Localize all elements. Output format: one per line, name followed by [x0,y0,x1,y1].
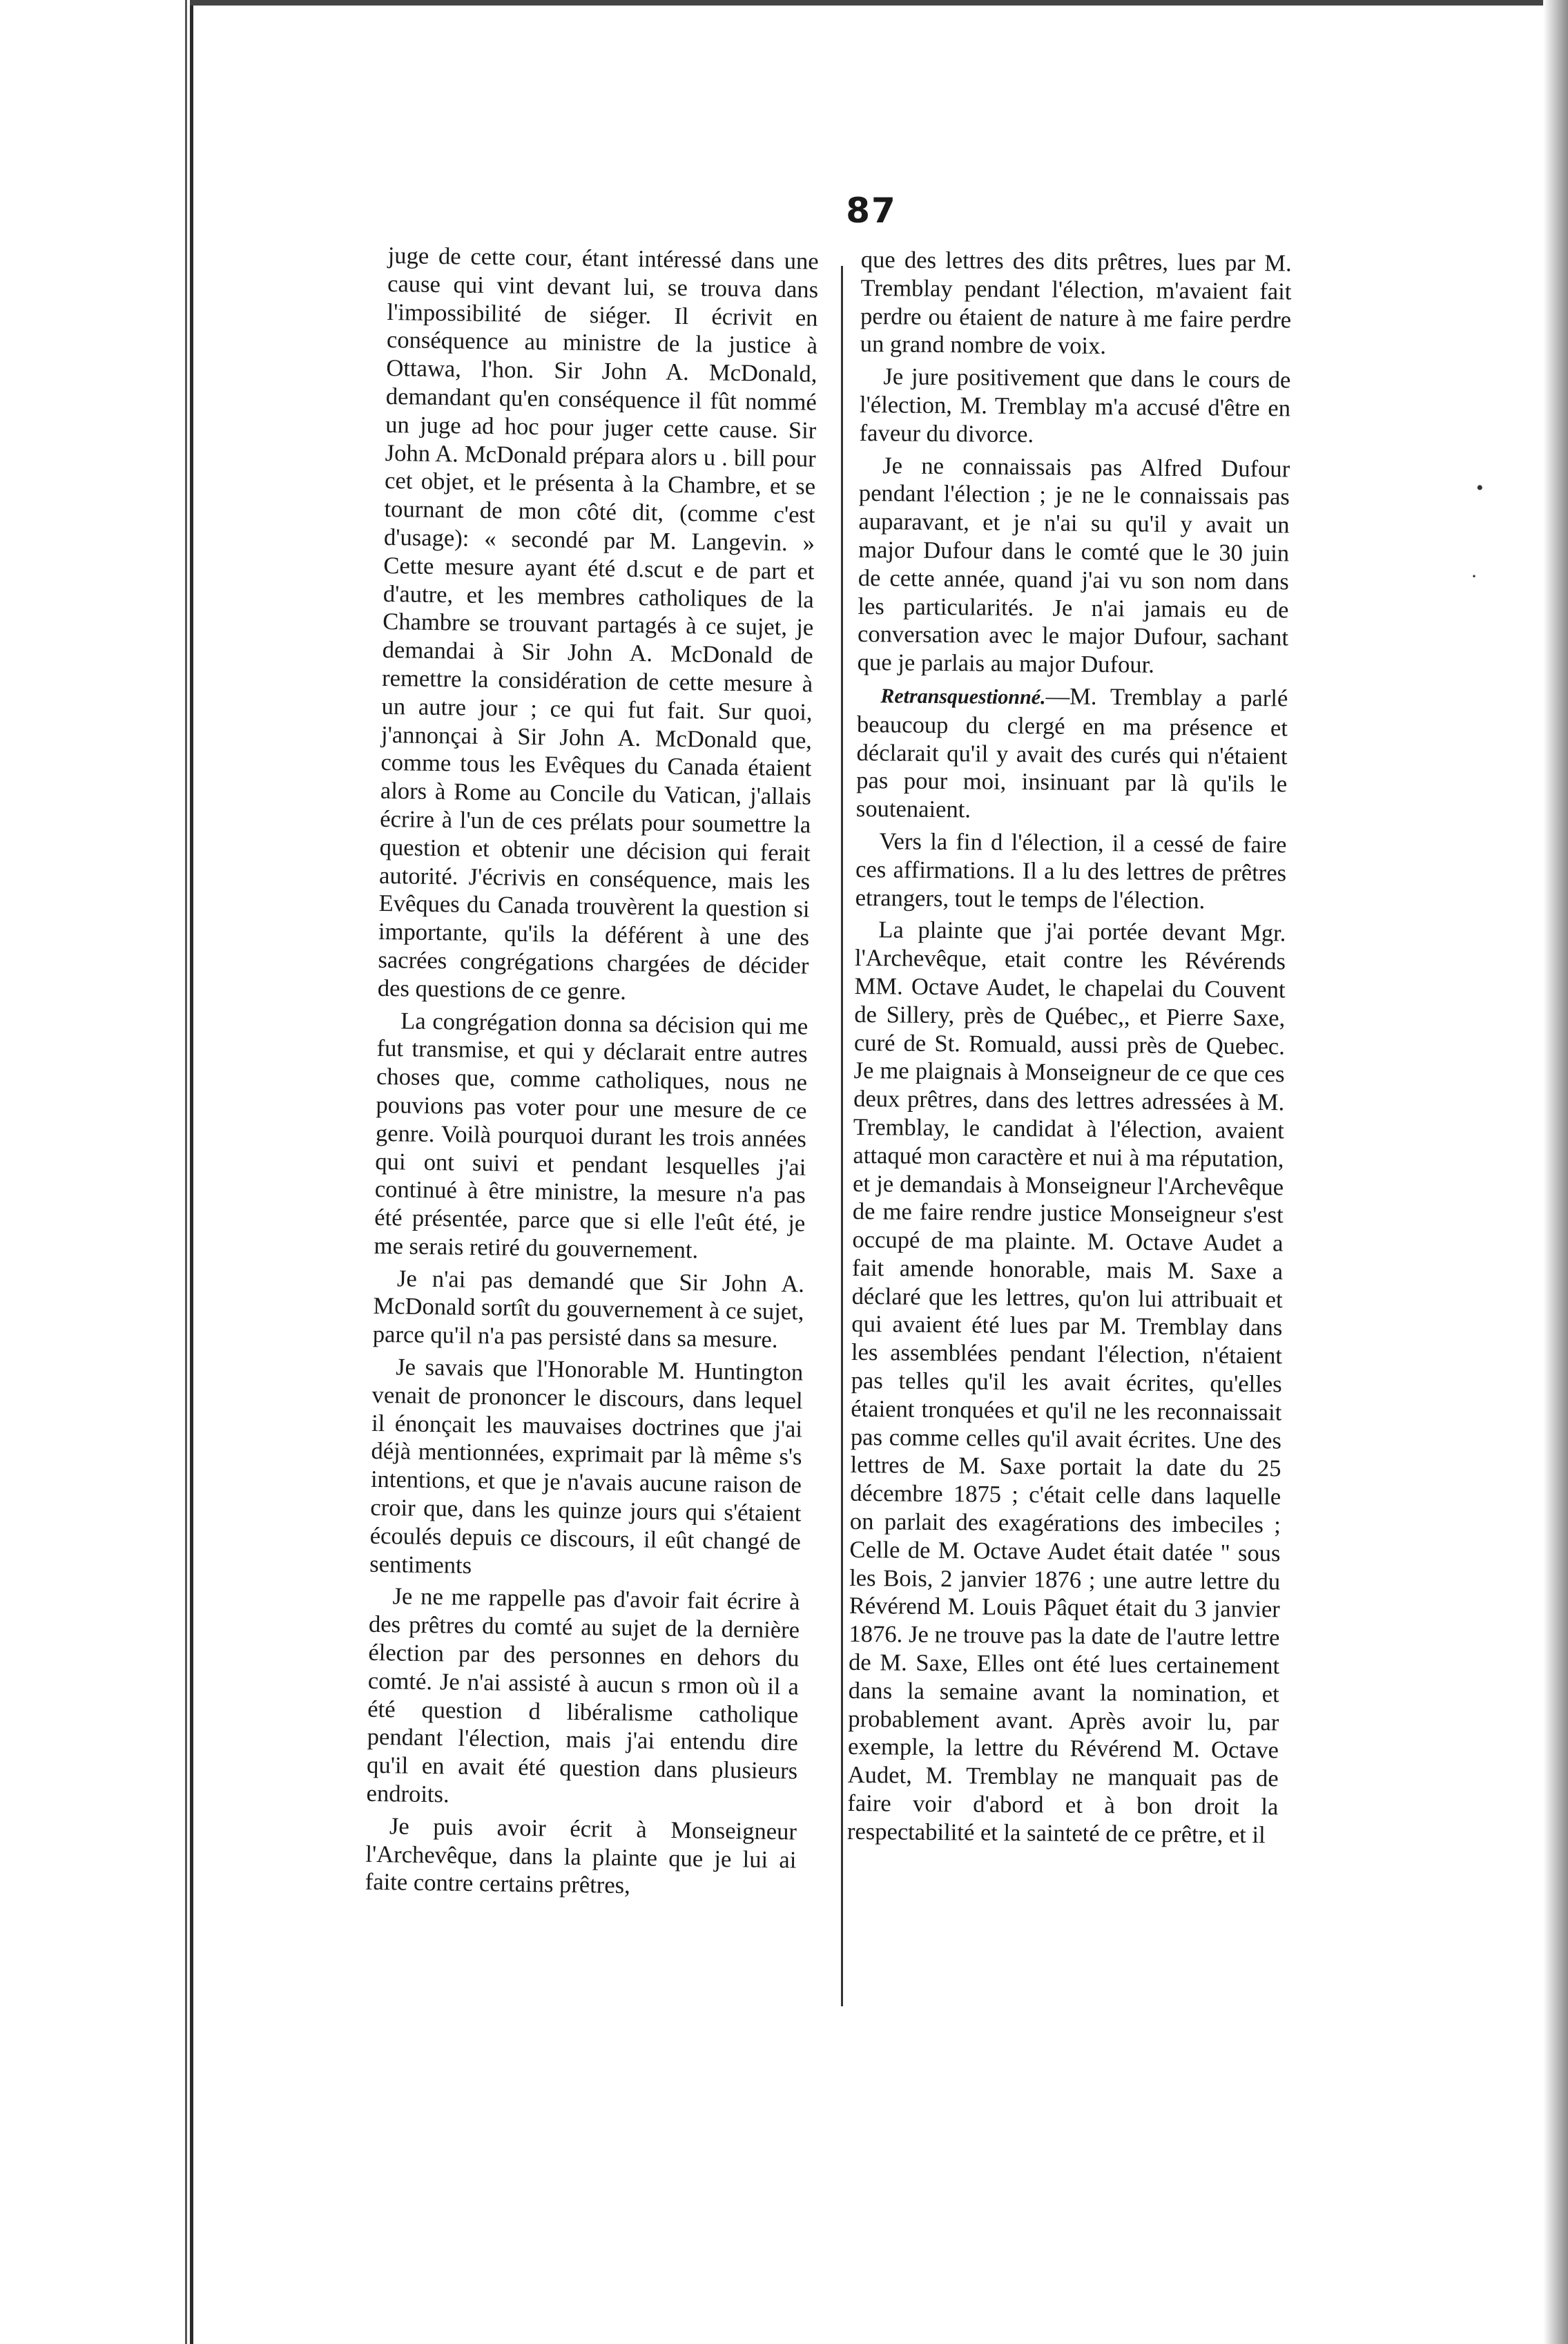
paragraph: Je ne me rappelle pas d'avoir fait écrire à des prêtres du comté au sujet de la dernière élection par des personnes en dehors du comté. Je n'ai assisté à aucun s rmon où il a été question d libéralisme catholique pendant l'élection, mais j'ai entendu dire qu'il en avait été question dans plusieurs endroits. [366,1583,800,1808]
retransquestionne-paragraph [856,681,1288,827]
paragraph: Je savais que l'Honorable M. Huntington venait de prononcer le discours, dans lequel il énonçait les mauvaises doctrines que j'ai déjà mentionnées, exprimait par là même s's intentions, et que je n'avais aucune raison de croir que, dans les quinze jours qui s'étaient écoulés depuis ce discours, il eût changé de sentiments [369,1354,804,1579]
margin-speck: · [1471,565,1478,588]
retransquestionne-label: Retransquestionné. [880,684,1046,709]
paragraph: Vers la fin d l'élection, il a cessé de faire ces affirmations. Il a lu des lettres de prêtres etrangers, tout le temps de l'élection. [855,828,1287,914]
paragraph: juge de cette cour, étant intéressé dans une cause qui vint devant lui, se trouva dans l'impossibilité de siéger. Il écrivit en conséquence au ministre de la justice à Ottawa, l'hon. Sir John A. McDonald, demandant qu'en conséquence il fût nommé un juge ad hoc pour juger cette cause. Sir John A. McDonald prépara alors u . bill pour cet objet, et le présenta à la Chambre, et se tournant de mon côté dit, (comme c'est d'usage): « secondé par M. Langevin. » Cette mesure ayant été d.scut e de part et d'autre, et les membres catholiques de la Chambre se trouvant partagés à ce sujet, je demandai à Sir John A. McDonald de remettre la considération de cette mesure à un autre jour ; ce qui fut fait. Sur quoi, j'annonçai à Sir John A. McDonald que, comme tous les Evêques du Canada étaient alors à Rome au Concile du Vatican, j'allais écrire à l'un de ces prélats pour soumettre la question et obtenir une décision qui ferait autorité. J'écrivis en conséquence, mais les Evêques du Canada trouvèrent la question si importante, qu'ils la déférent à une des sacrées congrégations chargées de décider des questions de ce genre. [377,242,819,1005]
paragraph: La plainte que j'ai portée devant Mgr. l'Archevêque, etait contre les Révérends MM. Octave Audet, le chapelai du Couvent de Sillery, près de Québec,, et Pierre Saxe, curé de St. Romuald, aussi près de Quebec. Je me plaignais à Monseigneur de ce que ces deux prêtres, dans des lettres adressées à M. Tremblay, le candidat à l'élection, avaient attaqué mon caractère et nui à ma réputation, et je demandais à Monseigneur l'Archevêque de me faire rendre justice Monseigneur s'est occupé de ma plainte. M. Octave Audet a fait amende honorable, mais M. Saxe a déclaré que les lettres, qu'on lui attribuait et qui avaient été lues par M. Tremblay dans les assemblées pendant l'élection, n'étaient pas telles qu'il les avait écrites, qu'elles étaient tronquées et qu'il ne les reconnaissait pas comme celles qu'il avait écrites. Une des lettres de M. Saxe portait la date du 25 décembre 1875 ; c'était celle dans laquelle on parlait des exagérations des imbeciles ; Celle de M. Octave Audet était datée " sous les Bois, 2 janvier 1876 ; une autre lettre du Révérend M. Louis Pâquet était du 3 janvier 1876. Je ne trouve pas la date de l'autre lettre de M. Saxe, Elles ont été lues certainement dans la semaine avant la nomination, et probablement avant. Après avoir lu, par exemple, la lettre du Révérend M. Octave Audet, M. Tremblay ne manquait pas de faire voir d'abord et à bon droit la respectabilité et la sainteté de ce prêtre, et il [846,916,1286,1849]
right-text-column [847,246,1292,1854]
margin-speck: • [1476,477,1484,499]
left-binding-line [185,0,187,2344]
paragraph: Je ne connaissais pas Alfred Dufour pendant l'élection ; je ne le connaissais pas auparavant, et je n'ai su qu'il y avait un major Dufour dans le comté que le 30 juin de cette année, quand j'ai vu son nom dans les particularités. Je n'ai jamais eu de conversation avec le major Dufour, sachant que je parlais au major Dufour. [857,452,1290,678]
paragraph: que des lettres des dits prêtres, lues par M. Tremblay pendant l'élection, m'avaient fait perdre ou étaient de nature à me faire perdre un grand nombre de voix. [860,246,1292,360]
retransquestionne-text: —M. Tremblay a parlé beaucoup du clergé en ma présence et déclarait qu'il y avait des curés qui n'étaient pas pour moi, insinuant par là qu'ils le soutenaient. [855,683,1288,823]
page-number: 87 [846,191,897,231]
left-page-edge [0,0,193,2344]
right-page-edge [1543,0,1568,2344]
top-page-edge [190,0,1568,6]
paragraph: Je jure positivement que dans le cours de l'élection, M. Tremblay m'a accusé d'être en faveur du divorce. [859,363,1291,448]
column-divider [841,266,843,2006]
left-text-column [365,242,818,1907]
paragraph: Je n'ai pas demandé que Sir John A. McDonald sortît du gouvernement à ce sujet, parce qu'il n'a pas persisté dans sa mesure. [372,1265,805,1354]
paragraph: La congrégation donna sa décision qui me fut transmise, et qui y déclarait entre autres choses que, comme catholiques, nous ne pouvions pas voter pour une mesure de ce genre. Voilà pourquoi durant les trois années qui ont suivi et pendant lesquelles j'ai continué à être ministre, la mesure n'a pas été présentée, parce que si elle l'eût été, je me serais retiré du gouvernement. [374,1007,809,1264]
paragraph: Je puis avoir écrit à Monseigneur l'Archevêque, dans la plainte que je lui ai faite contre certains prêtres, [365,1813,797,1899]
